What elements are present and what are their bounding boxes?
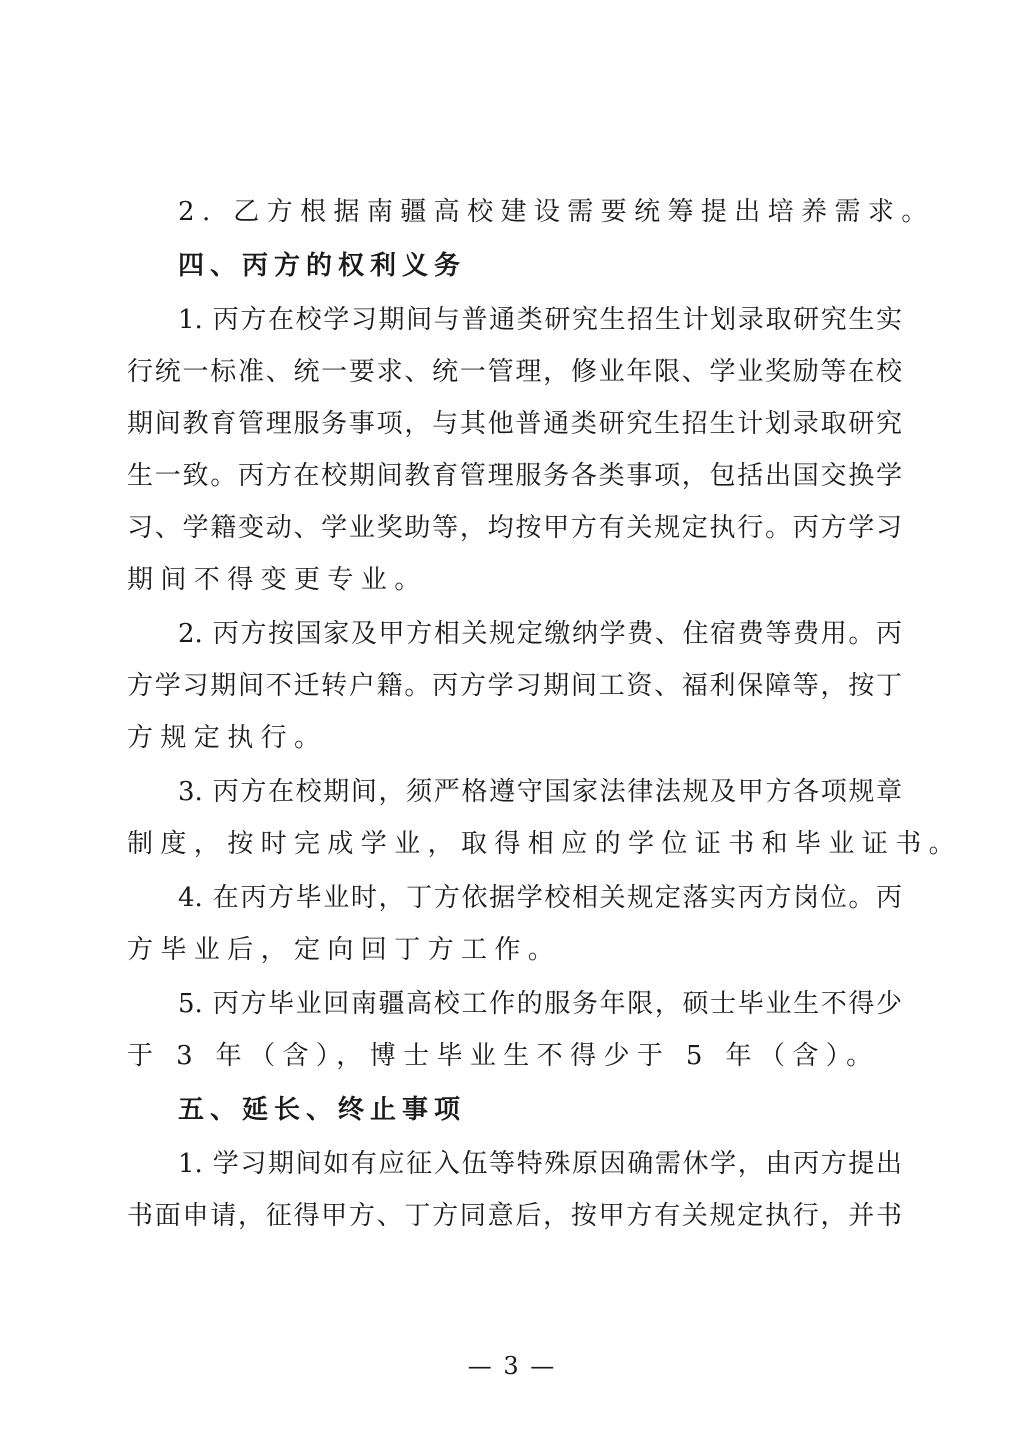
paragraph-line: 行统一标准、统一要求、统一管理，修业年限、学业奖励等在校: [127, 357, 902, 387]
paragraph-line: 生一致。丙方在校期间教育管理服务各类事项，包括出国交换学: [127, 461, 902, 491]
paragraph-line: 方毕业后，定向回丁方工作。: [127, 935, 562, 965]
paragraph-line: 1. 学习期间如有应征入伍等特殊原因确需休学，由丙方提出: [178, 1149, 902, 1179]
paragraph-line: 2. 乙方根据南疆高校建设需要统筹提出培养需求。: [178, 197, 935, 227]
page-number: — 3 —: [467, 1352, 557, 1380]
paragraph-line: 制度，按时完成学业，取得相应的学位证书和毕业证书。: [127, 829, 963, 859]
paragraph-line: 4. 在丙方毕业时，丁方依据学校相关规定落实丙方岗位。丙: [178, 883, 902, 913]
paragraph-line: 书面申请，征得甲方、丁方同意后，按甲方有关规定执行，并书: [127, 1201, 902, 1231]
section-heading: 五、延长、终止事项: [178, 1095, 467, 1125]
section-heading: 四、丙方的权利义务: [178, 251, 467, 281]
paragraph-line: 期间教育管理服务事项，与其他普通类研究生招生计划录取研究: [127, 409, 902, 439]
paragraph-line: 习、学籍变动、学业奖助等，均按甲方有关规定执行。丙方学习: [127, 513, 902, 543]
paragraph-line: 方学习期间不迁转户籍。丙方学习期间工资、福利保障等，按丁: [127, 671, 902, 701]
paragraph-line: 3. 丙方在校期间，须严格遵守国家法律法规及甲方各项规章: [178, 777, 902, 807]
paragraph-line: 1. 丙方在校学习期间与普通类研究生招生计划录取研究生实: [178, 305, 902, 335]
paragraph-line: 方规定执行。: [127, 723, 328, 753]
paragraph-line: 期间不得变更专业。: [127, 565, 428, 595]
paragraph-line: 于 3 年（含），博士毕业生不得少于 5 年（含）。: [127, 1041, 880, 1071]
paragraph-line: 5. 丙方毕业回南疆高校工作的服务年限，硕士毕业生不得少: [178, 989, 902, 1019]
paragraph-line: 2. 丙方按国家及甲方相关规定缴纳学费、住宿费等费用。丙: [178, 619, 902, 649]
